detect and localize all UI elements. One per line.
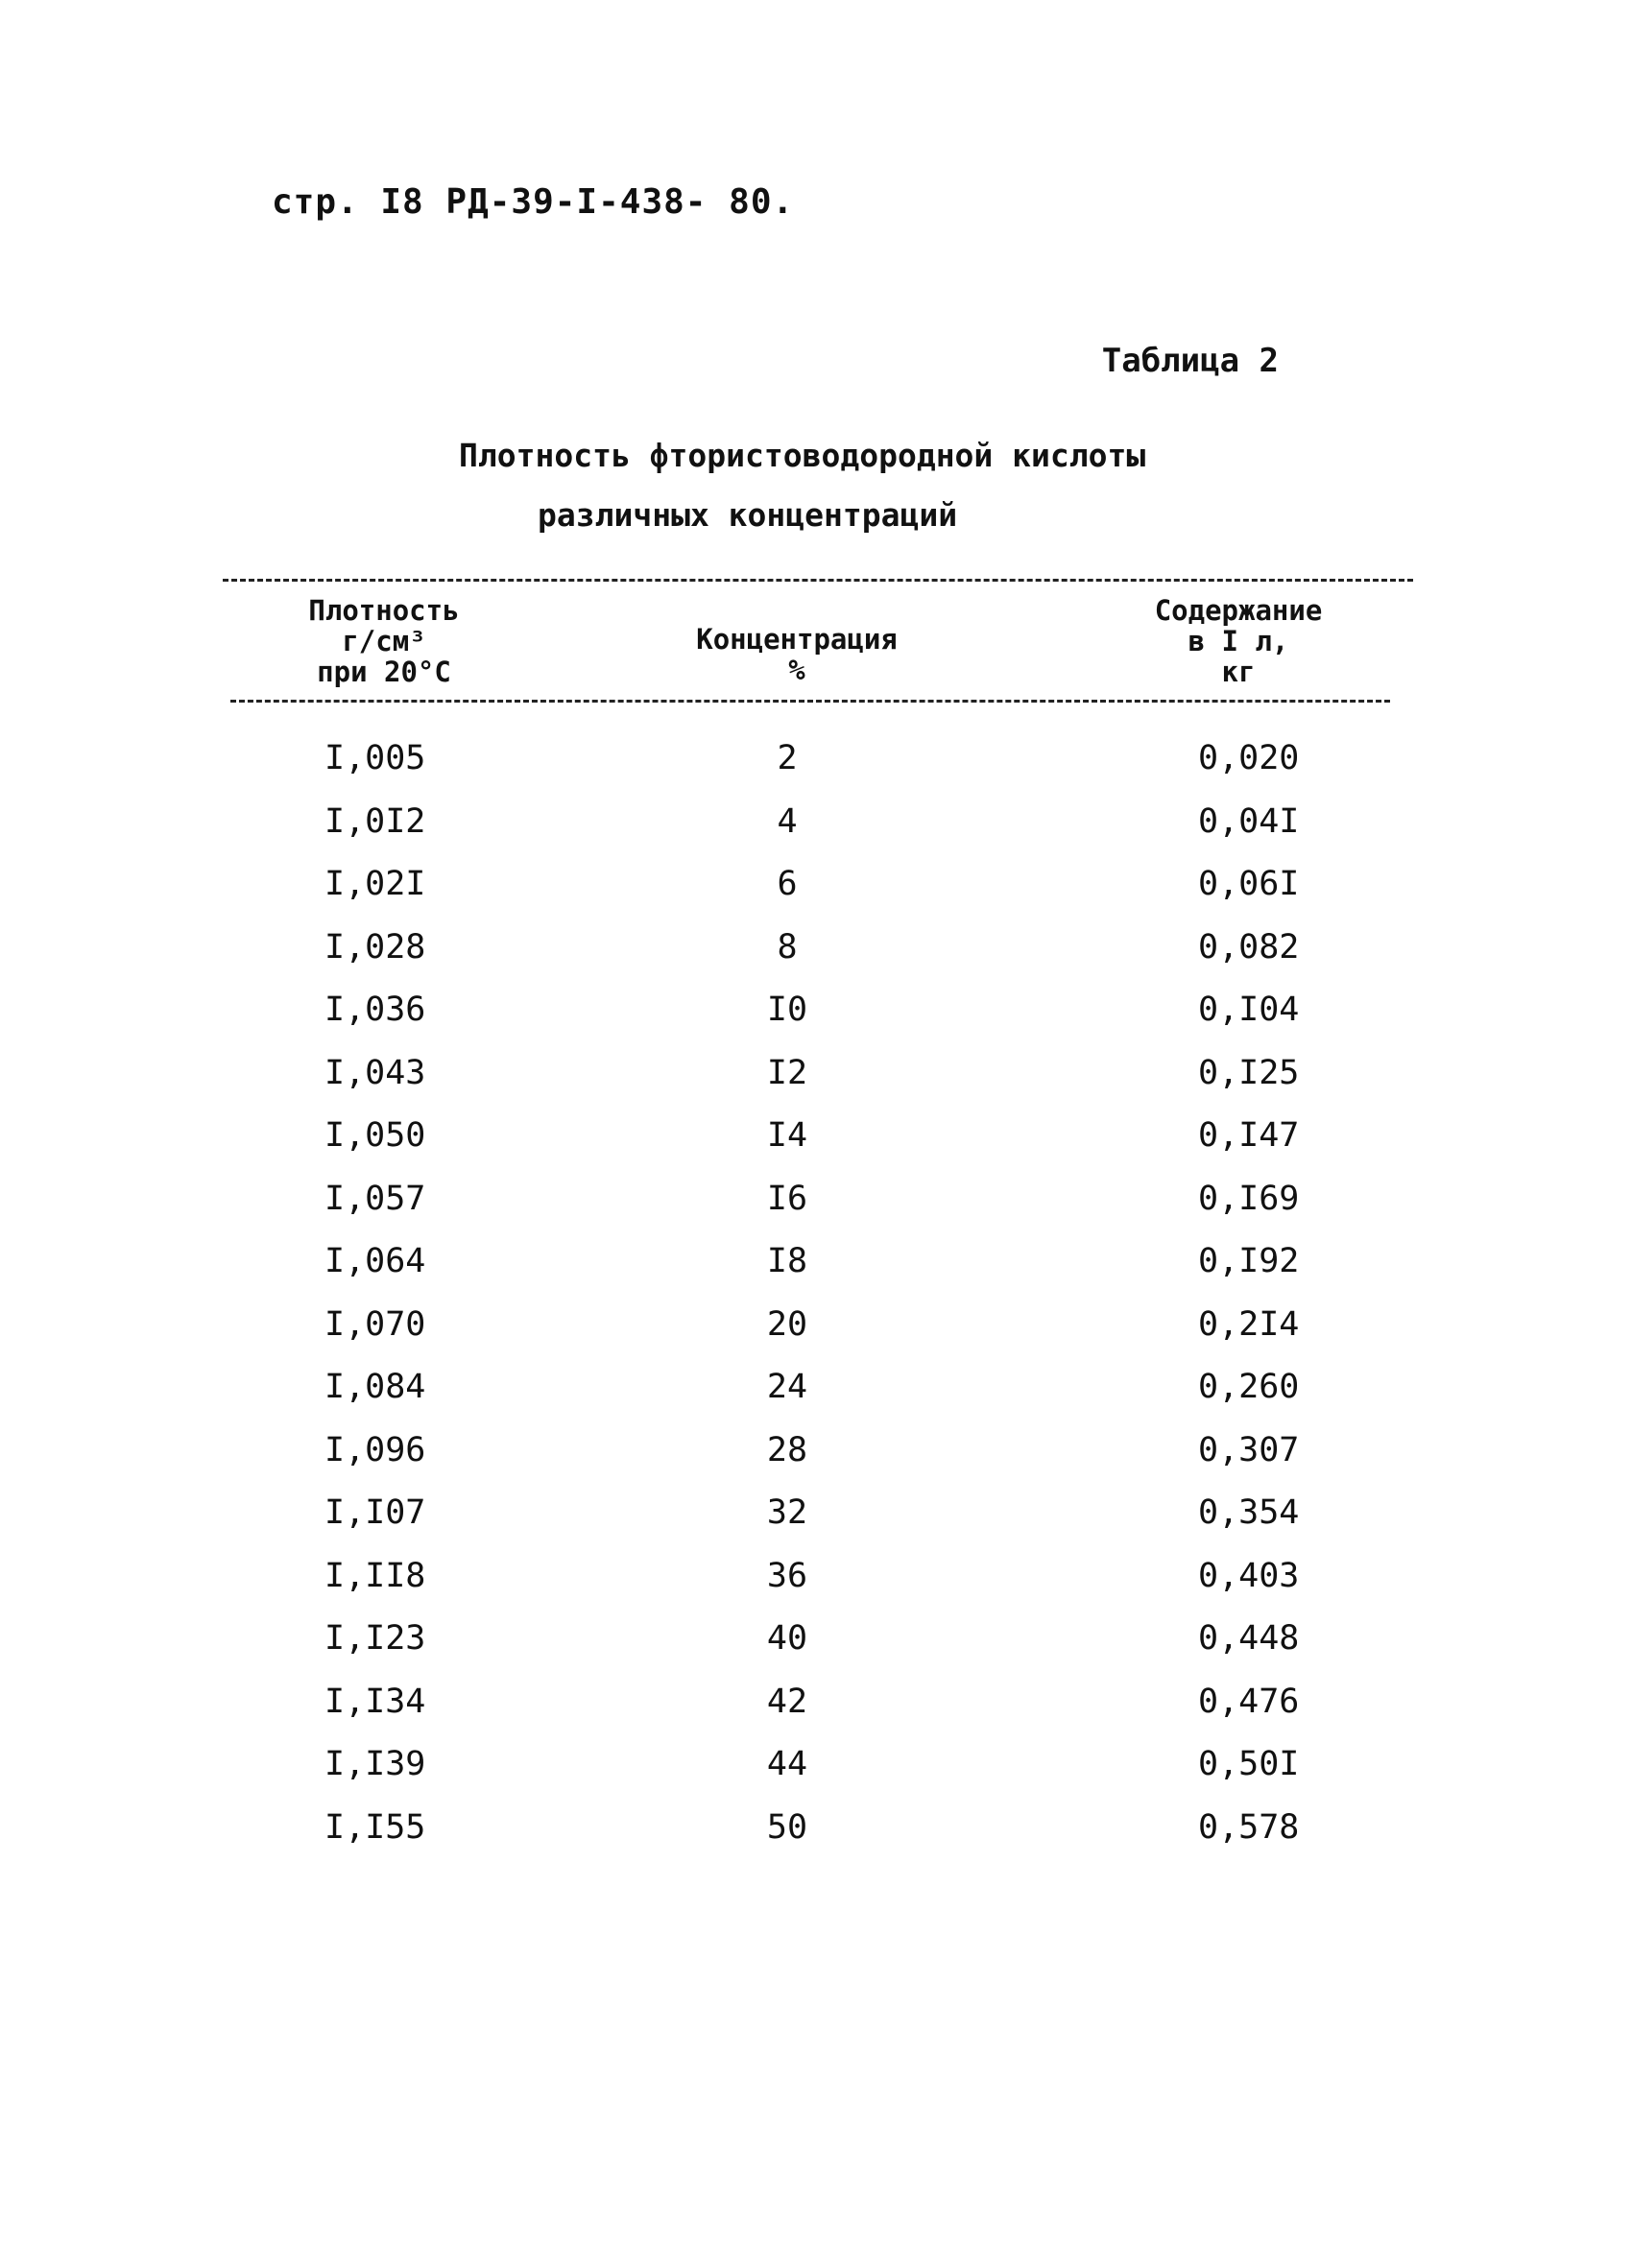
content-cell: 0,04I <box>1198 801 1300 841</box>
density-cell: I,02I <box>324 865 426 903</box>
density-cell: I,I55 <box>324 1807 426 1847</box>
concentration-cell: 24 <box>766 1368 808 1406</box>
content-cell: 0,020 <box>1198 739 1300 777</box>
table-body <box>0 739 1632 1871</box>
content-cell: 0,307 <box>1198 1430 1300 1469</box>
table-row <box>0 802 1632 866</box>
table-row <box>0 739 1632 802</box>
column-header-density <box>288 595 480 687</box>
column-header-concentration <box>691 624 902 685</box>
density-cell: I,070 <box>324 1304 426 1344</box>
density-cell: I,036 <box>324 991 426 1029</box>
table-row <box>0 1180 1632 1243</box>
content-header-line-1: Содержание <box>1154 594 1323 627</box>
content-cell: 0,2I4 <box>1198 1304 1300 1344</box>
table-title-line-2: различных концентраций <box>538 496 958 534</box>
content-cell: 0,50I <box>1198 1745 1300 1783</box>
concentration-cell: 6 <box>777 865 798 903</box>
density-cell: I,I39 <box>324 1745 426 1783</box>
density-cell: I,I23 <box>324 1619 426 1658</box>
table-row <box>0 1683 1632 1746</box>
concentration-cell: 40 <box>766 1619 808 1658</box>
table-row <box>0 1305 1632 1369</box>
table-row <box>0 1619 1632 1683</box>
concentration-cell: 20 <box>766 1304 808 1344</box>
content-cell: 0,I69 <box>1198 1179 1300 1218</box>
density-cell: I,057 <box>324 1179 426 1218</box>
concentration-cell: 44 <box>766 1745 808 1783</box>
column-header-content <box>1123 595 1354 687</box>
content-cell: 0,448 <box>1198 1619 1300 1658</box>
content-header-line-3: кг <box>1221 656 1256 688</box>
concentration-cell: 50 <box>766 1807 808 1847</box>
table-row <box>0 1242 1632 1305</box>
concentration-cell: 8 <box>777 927 798 967</box>
concentration-cell: 4 <box>777 801 798 841</box>
content-cell: 0,I04 <box>1198 991 1300 1029</box>
table-row <box>0 1431 1632 1494</box>
table-row <box>0 865 1632 928</box>
content-cell: 0,354 <box>1198 1493 1300 1532</box>
table-row <box>0 1808 1632 1872</box>
concentration-cell: 36 <box>766 1556 808 1595</box>
table-row <box>0 1054 1632 1117</box>
concentration-cell: I2 <box>766 1053 808 1092</box>
content-cell: 0,578 <box>1198 1807 1300 1847</box>
density-cell: I,050 <box>324 1116 426 1155</box>
density-cell: I,043 <box>324 1053 426 1092</box>
concentration-header-line-1: Концентрация <box>696 623 898 656</box>
concentration-cell: 28 <box>766 1430 808 1469</box>
density-header-line-2: г/см³ <box>342 625 426 657</box>
table-caption: Таблица 2 <box>1101 342 1279 380</box>
content-cell: 0,260 <box>1198 1368 1300 1406</box>
content-cell: 0,476 <box>1198 1682 1300 1721</box>
table-row <box>0 991 1632 1054</box>
content-cell: 0,06I <box>1198 865 1300 903</box>
page-reference: стр. I8 РД-39-I-438- 80. <box>272 182 795 222</box>
density-cell: I,005 <box>324 739 426 777</box>
table-row <box>0 1116 1632 1180</box>
density-header-line-3: при 20°С <box>317 656 451 688</box>
density-cell: I,I34 <box>324 1682 426 1721</box>
density-cell: I,084 <box>324 1368 426 1406</box>
concentration-cell: 42 <box>766 1682 808 1721</box>
density-cell: I,II8 <box>324 1556 426 1595</box>
concentration-cell: I6 <box>766 1179 808 1218</box>
concentration-cell: 32 <box>766 1493 808 1532</box>
content-cell: 0,I47 <box>1198 1116 1300 1155</box>
density-cell: I,096 <box>324 1430 426 1469</box>
density-cell: I,028 <box>324 927 426 967</box>
table-row <box>0 1368 1632 1431</box>
concentration-cell: I8 <box>766 1242 808 1280</box>
table-row <box>0 928 1632 991</box>
density-cell: I,064 <box>324 1242 426 1280</box>
table-top-rule <box>223 579 1413 582</box>
table-row <box>0 1557 1632 1620</box>
concentration-header-line-2: % <box>788 654 805 686</box>
density-cell: I,I07 <box>324 1493 426 1532</box>
table-row <box>0 1745 1632 1808</box>
table-header-rule <box>230 700 1390 703</box>
content-header-line-2: в I л, <box>1188 625 1289 657</box>
density-cell: I,0I2 <box>324 801 426 841</box>
density-header-line-1: Плотность <box>308 594 460 627</box>
concentration-cell: I4 <box>766 1116 808 1155</box>
concentration-cell: 2 <box>777 739 798 777</box>
content-cell: 0,403 <box>1198 1556 1300 1595</box>
concentration-cell: I0 <box>766 991 808 1029</box>
content-cell: 0,082 <box>1198 927 1300 967</box>
table-row <box>0 1493 1632 1557</box>
content-cell: 0,I25 <box>1198 1053 1300 1092</box>
table-title-line-1: Плотность фтористоводородной кислоты <box>459 437 1146 474</box>
content-cell: 0,I92 <box>1198 1242 1300 1280</box>
